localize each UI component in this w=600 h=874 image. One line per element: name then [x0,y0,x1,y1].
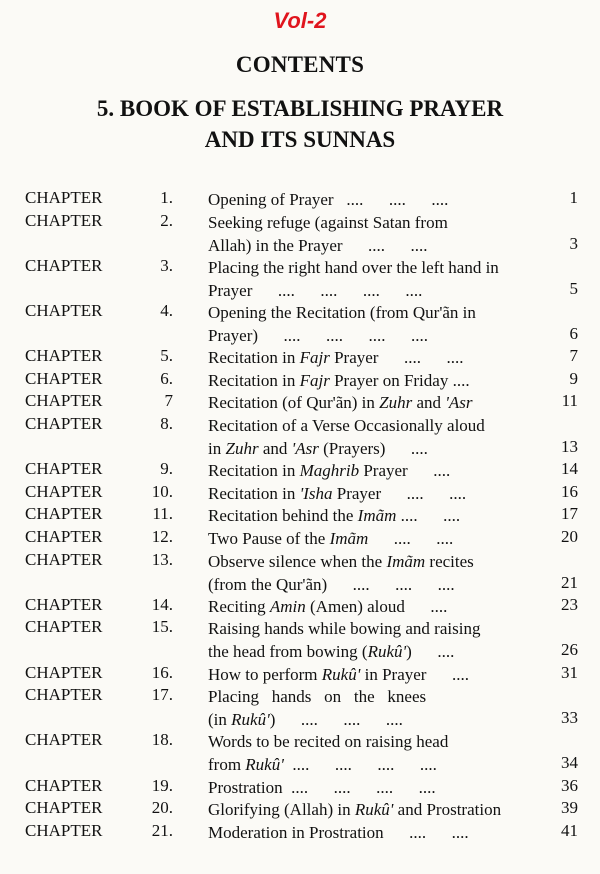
chapter-title [208,211,536,257]
chapter-title-line: Recitation in 'Isha Prayer .... .... [208,483,467,503]
chapter-page-number: 31 [561,662,578,682]
chapter-label: CHAPTER [25,549,103,569]
chapter-label: CHAPTER [25,481,103,501]
book-title [0,93,600,155]
chapter-label: CHAPTER [25,391,103,411]
chapter-title-line: Glorifying (Allah) in Rukû' and Prostration [208,800,502,820]
chapter-title [208,301,536,347]
chapter-label: CHAPTER [25,368,103,388]
chapter-label: CHAPTER [25,527,103,546]
chapter-label: CHAPTER [25,730,103,750]
chapter-title-line: Placing hands on the knees [208,687,427,707]
chapter-number: 6. [160,368,173,388]
chapter-title-line: Prayer .... .... .... .... [208,280,423,300]
chapter-title-line: Placing the right hand over the left hand in [208,257,499,277]
chapter-title-line: Words to be recited on raising head [208,732,449,752]
chapter-page-number: 1 [569,188,578,207]
chapter-page-number: 14 [561,459,578,479]
chapter-label: CHAPTER [25,210,103,230]
book-title-line-1: 5. BOOK OF ESTABLISHING PRAYER [96,96,504,121]
chapter-label: CHAPTER [25,798,103,818]
chapter-number: 4. [160,301,173,320]
chapter-number: 20. [151,798,173,818]
chapter-number: 9. [160,459,173,479]
chapter-number: 12. [151,527,173,546]
chapter-label: CHAPTER [25,255,103,275]
chapter-page-number: 26 [561,640,578,660]
chapter-label: CHAPTER [25,820,103,840]
chapter-page-number: 16 [561,481,578,501]
chapter-page-number: 11 [561,391,578,411]
chapter-title-line: (in Rukû') .... .... .... [208,710,403,730]
chapter-title [208,504,536,527]
chapter-title [208,414,536,460]
chapter-page-number: 6 [569,324,578,343]
chapter-number: 15. [151,617,173,637]
chapter-title-line: the head from bowing (Rukû') .... [208,642,455,662]
chapter-title [208,595,536,618]
chapter-title-line: Reciting Amin (Amen) aloud .... [208,596,448,616]
chapter-label: CHAPTER [25,617,103,637]
chapter-label: CHAPTER [25,775,103,795]
chapter-title-line: Seeking refuge (against Satan from [208,212,448,232]
chapter-title [208,482,536,505]
chapter-title-line: Prayer) .... .... .... .... [208,326,429,345]
chapter-title [208,730,536,776]
volume-label: Vol-2 [273,8,327,33]
chapter-label: CHAPTER [25,685,103,705]
chapter-title-line: Opening the Recitation (from Qur'ãn in [208,303,476,322]
chapter-label: CHAPTER [25,594,103,614]
chapter-page-number: 20 [561,527,578,546]
chapter-title-line: Recitation of a Verse Occasionally aloud [208,416,485,435]
chapter-title [208,685,536,731]
chapter-title-line: Two Pause of the Imãm .... .... [208,529,454,548]
chapter-title [208,188,536,211]
chapter-number: 3. [160,255,173,275]
chapter-title-line: Allah) in the Prayer .... .... [208,235,428,255]
chapter-title [208,527,536,550]
chapter-number: 19. [151,775,173,795]
chapter-page-number: 13 [561,437,578,456]
chapter-page-number: 41 [561,820,578,840]
chapter-title [208,256,536,302]
chapter-number: 2. [160,210,173,230]
chapter-title-line: How to perform Rukû' in Prayer .... [208,664,469,684]
chapter-number: 13. [151,549,173,569]
chapter-title [208,459,536,482]
chapter-title-line: Raising hands while bowing and raising [208,619,481,639]
chapter-title-line: Moderation in Prostration .... .... [208,822,469,842]
chapter-title [208,369,536,392]
book-title-line-2: AND ITS SUNNAS [204,127,396,152]
chapter-page-number: 36 [561,775,578,795]
chapter-title-line: Recitation in Fajr Prayer .... .... [208,348,464,368]
chapter-title [208,391,536,414]
chapter-title [208,776,536,799]
chapter-title-line: Opening of Prayer .... .... .... [208,190,449,209]
chapter-label: CHAPTER [25,414,103,433]
chapter-title-line: Recitation in Maghrib Prayer .... [208,461,451,481]
chapter-title-line: Prostration .... .... .... .... [208,777,436,797]
chapter-title [208,346,536,369]
chapter-number: 21. [151,820,173,840]
chapter-number: 7 [164,391,173,411]
chapter-page-number: 33 [561,708,578,728]
chapter-label: CHAPTER [25,188,103,207]
chapter-label: CHAPTER [25,662,103,682]
chapter-page-number: 23 [561,594,578,614]
chapter-number: 11. [152,504,173,524]
chapter-title [208,821,536,844]
chapter-number: 5. [160,346,173,366]
chapter-number: 16. [151,662,173,682]
chapter-title-line: Observe silence when the Imãm recites [208,551,474,571]
chapter-label: CHAPTER [25,504,103,524]
chapter-title-line: in Zuhr and 'Asr (Prayers) .... [208,439,428,458]
contents-heading: CONTENTS [235,52,365,77]
chapter-title-line: Recitation behind the Imãm .... .... [208,506,461,526]
chapter-page-number: 17 [561,504,578,524]
chapter-title-line: (from the Qur'ãn) .... .... .... [208,574,455,594]
chapter-title-line: Recitation in Fajr Prayer on Friday .... [208,370,470,390]
chapter-title-line: from Rukû' .... .... .... .... [208,755,437,775]
chapter-title-line: Recitation (of Qur'ãn) in Zuhr and 'Asr [208,393,473,413]
chapter-page-number: 39 [561,798,578,818]
chapter-page-number: 9 [569,368,578,388]
chapter-label: CHAPTER [25,459,103,479]
chapter-number: 14. [151,594,173,614]
chapter-number: 18. [151,730,173,750]
chapter-number: 1. [160,188,173,207]
chapter-number: 10. [151,481,173,501]
chapter-title [208,798,536,821]
chapter-page-number: 7 [569,346,578,366]
chapter-page-number: 34 [561,753,578,773]
chapter-number: 8. [160,414,173,433]
chapter-page-number: 5 [569,278,578,298]
chapter-title [208,663,536,686]
chapter-label: CHAPTER [25,346,103,366]
chapter-title [208,617,536,663]
chapter-number: 17. [151,685,173,705]
chapter-page-number: 3 [569,233,578,253]
chapter-label: CHAPTER [25,301,103,320]
chapter-title [208,550,536,596]
chapter-page-number: 21 [561,572,578,592]
